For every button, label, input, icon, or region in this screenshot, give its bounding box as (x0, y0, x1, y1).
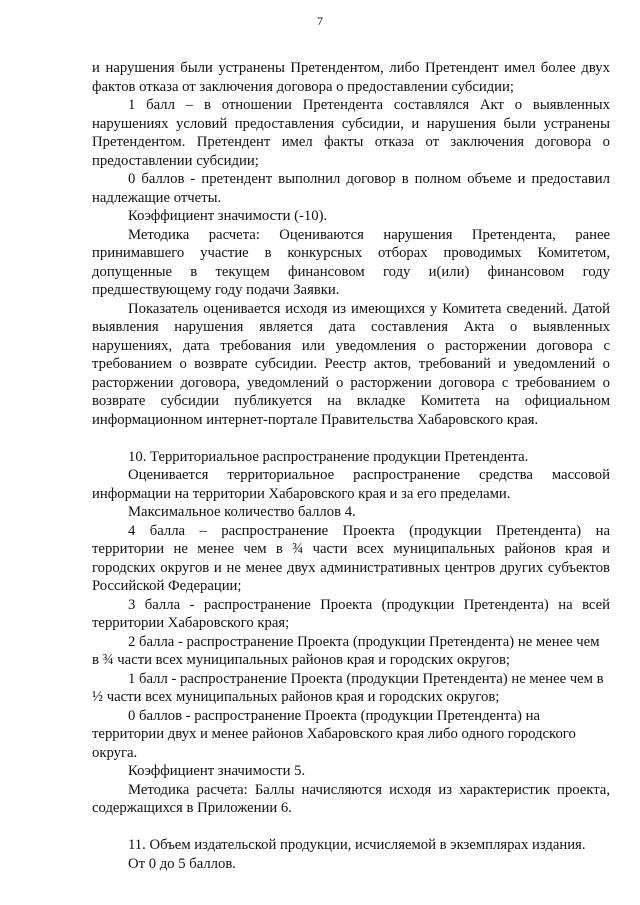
paragraph-score-0-distribution: 0 баллов - распространение Проекта (продукции Претендента) на территории двух и менее районов Хабаровского края либо одного городского округа. (92, 707, 576, 761)
paragraph-max-score: Максимальное количество баллов 4. (128, 504, 356, 520)
paragraph-score-range: От 0 до 5 баллов. (128, 855, 236, 872)
paragraph-continuation: и нарушения были устранены Претендентом, либо Претендент имел более двух фактов отказа от заключения договора о предоставлении субсидии; (92, 60, 610, 95)
section-gap (92, 429, 610, 448)
section-heading-11: 11. Объем издательской продукции, исчисляемой в экземплярах издания. (128, 837, 586, 853)
paragraph-score-1: 1 балл – в отношении Претендента составлялся Акт о выявленных нарушениях условий предоставления субсидии, и нарушения были устранены Претендентом. Претендент имел факты отказа от заключения договора о предоставлении субсидии; (92, 97, 610, 169)
paragraph-indicator-evaluation: Показатель оценивается исходя из имеющихся у Комитета сведений. Датой выявления нарушения является дата составления Акта о выявленных нарушениях, дата требования или уведомления о расторжении договора с требованием о возврате субсидии. Реестр актов, требований и уведомлений о расторжении договора, уведомлений о расторжении договора с требованием о возврате субсидии публикуется на вкладке Комитета на официальном информационном интернет-портале Правительства Хабаровского края. (92, 300, 610, 428)
paragraph-score-4: 4 балла – распространение Проекта (продукции Претендента) на территории не менее чем в ¾ части всех муниципальных районов края и городских округов и не менее двух административных центров других субъектов Российской Федерации; (92, 522, 610, 594)
page-number: 7 (317, 14, 323, 28)
paragraph-evaluated: Оценивается территориальное распространение средства массовой информации на территории Хабаровского края и за его пределами. (92, 467, 610, 502)
paragraph-methodology: Методика расчета: Оцениваются нарушения Претендента, ранее принимавшего участие в конкурсных отборах проводимых Комитетом, допущенные в текущем финансовом году и(или) финансовом году предшествующему году подачи Заявки. (92, 226, 610, 298)
paragraph-score-1-distribution: 1 балл - распространение Проекта (продукции Претендента) не менее чем в ½ части всех муниципальных районов края и городских округов; (92, 670, 604, 705)
paragraph-coefficient-5: Коэффициент значимости 5. (128, 763, 306, 779)
paragraph-score-0: 0 баллов - претендент выполнил договор в полном объеме и предоставил надлежащие отчеты. (92, 171, 610, 206)
paragraph-methodology-10: Методика расчета: Баллы начисляются исходя из характеристик проекта, содержащихся в Приложении 6. (92, 781, 610, 816)
section-gap (92, 818, 610, 837)
paragraph-coefficient: Коэффициент значимости (-10). (128, 208, 328, 224)
section-heading-10: 10. Территориальное распространение продукции Претендента. (128, 448, 529, 465)
paragraph-score-3: 3 балла - распространение Проекта (продукции Претендента) на всей территории Хабаровского края; (92, 596, 610, 631)
document-body (92, 59, 610, 873)
paragraph-score-2: 2 балла - распространение Проекта (продукции Претендента) не менее чем в ¾ части всех муниципальных районов края и городских округов; (92, 633, 600, 668)
